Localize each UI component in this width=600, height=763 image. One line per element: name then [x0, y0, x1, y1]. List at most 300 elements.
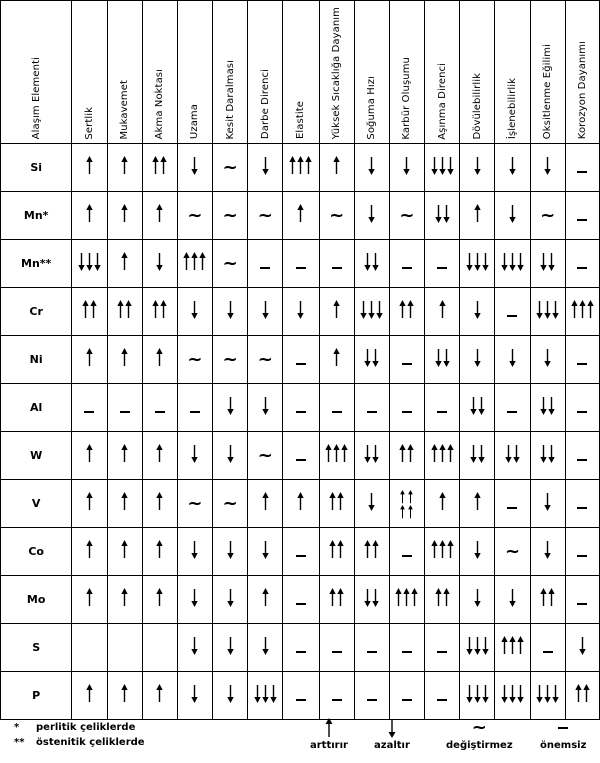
effect-cell	[425, 480, 460, 528]
arrow-up-icon	[399, 300, 406, 319]
arrow-down-icon	[544, 684, 551, 703]
dash-icon	[296, 267, 306, 269]
effect-cell	[354, 336, 389, 384]
effect-cell	[389, 288, 424, 336]
arrow-up-icon	[86, 492, 93, 511]
arrow-group-up-1	[297, 492, 304, 511]
effect-cell	[530, 528, 565, 576]
arrow-down-icon	[501, 252, 508, 271]
arrow-down-icon	[368, 492, 375, 511]
tilde-icon: ~	[257, 349, 273, 371]
arrow-up-icon	[579, 300, 586, 319]
effect-cell	[248, 480, 283, 528]
arrow-group-down-1	[227, 300, 234, 319]
arrow-down-icon	[517, 684, 524, 703]
effect-cell	[283, 192, 319, 240]
effect-cell	[283, 432, 319, 480]
effect-cell	[107, 432, 142, 480]
effect-cell	[460, 432, 495, 480]
table-row	[1, 480, 600, 528]
effect-cell	[530, 576, 565, 624]
arrow-up-icon	[540, 588, 547, 607]
arrow-group-up-1	[86, 588, 93, 607]
effect-cell	[425, 144, 460, 192]
arrow-group-up-3	[501, 636, 524, 655]
element-name: W	[1, 432, 72, 480]
effect-cell	[177, 624, 212, 672]
effect-cell	[565, 480, 599, 528]
arrow-up-icon	[431, 444, 438, 463]
column-header-label: İşlenebilirlik	[506, 78, 518, 140]
arrow-group-up-2	[329, 588, 344, 607]
dash-icon	[332, 651, 342, 653]
arrow-group-up-1	[86, 348, 93, 367]
legend-nochange	[446, 716, 513, 751]
effect-cell	[425, 576, 460, 624]
arrow-down-icon	[540, 444, 547, 463]
arrow-down-icon	[478, 396, 485, 415]
arrow-group-up-1	[156, 348, 163, 367]
element-name: Si	[1, 144, 72, 192]
arrow-up-icon	[160, 156, 167, 175]
arrow-up-icon	[121, 492, 128, 511]
arrow-group-down-2	[435, 348, 450, 367]
effect-cell	[177, 192, 212, 240]
arrow-group-down-2	[364, 444, 379, 463]
effect-cell	[248, 288, 283, 336]
effect-cell	[248, 528, 283, 576]
dash-icon	[296, 411, 306, 413]
arrow-up-icon	[571, 300, 578, 319]
arrow-group-up-1	[262, 588, 269, 607]
effect-cell	[565, 432, 599, 480]
dash-icon	[84, 411, 94, 413]
dash-icon	[577, 555, 587, 557]
arrow-up-icon	[86, 444, 93, 463]
arrow-group-down-1	[191, 684, 198, 703]
element-name: Co	[1, 528, 72, 576]
arrow-up-icon	[297, 204, 304, 223]
column-header	[177, 1, 212, 144]
arrow-up-icon	[160, 300, 167, 319]
arrow-group-down-1	[227, 396, 234, 415]
arrow-group-up-1	[121, 540, 128, 559]
arrow-up-icon	[439, 540, 446, 559]
arrow-up-icon	[305, 156, 312, 175]
effect-cell	[142, 576, 177, 624]
arrow-up-icon	[199, 252, 206, 271]
effect-cell	[354, 144, 389, 192]
dash-icon	[577, 219, 587, 221]
effect-cell	[389, 576, 424, 624]
dash-icon	[437, 267, 447, 269]
column-header-label: Yüksek Sıcaklığa Dayanım	[331, 7, 343, 140]
effect-cell	[565, 384, 599, 432]
arrow-down-icon	[509, 204, 516, 223]
legend-decrease-label: azaltır	[374, 740, 410, 751]
effect-cell	[389, 240, 424, 288]
arrow-group-down-2	[470, 396, 485, 415]
element-name: Ni	[1, 336, 72, 384]
arrow-up-icon	[439, 300, 446, 319]
arrow-up-icon	[156, 204, 163, 223]
dash-icon	[296, 651, 306, 653]
column-header-label: Korozyon Dayanımı	[576, 41, 588, 140]
column-header	[1, 1, 72, 144]
arrow-up-icon	[333, 300, 340, 319]
tilde-icon: ~	[187, 349, 203, 371]
footnote-text: östenitik çeliklerde	[36, 737, 145, 748]
arrow-up-icon	[183, 252, 190, 271]
dash-icon	[577, 603, 587, 605]
arrow-group-up-2	[399, 444, 414, 463]
arrow-group-down-3	[431, 156, 454, 175]
arrow-up-icon	[86, 684, 93, 703]
effect-cell	[425, 432, 460, 480]
arrow-down-icon	[262, 156, 269, 175]
arrow-group-up-1	[262, 492, 269, 511]
effect-cell	[142, 480, 177, 528]
effect-cell	[72, 528, 107, 576]
arrow-group-down-1	[509, 156, 516, 175]
effect-cell	[389, 624, 424, 672]
arrow-group-up-2	[399, 300, 414, 319]
arrow-up-icon	[86, 204, 93, 223]
tilde-icon: ~	[187, 205, 203, 227]
arrow-down-icon	[94, 252, 101, 271]
effect-cell	[354, 672, 389, 720]
arrow-down-icon	[372, 444, 379, 463]
effect-cell	[213, 432, 248, 480]
arrow-up-icon	[431, 540, 438, 559]
effect-cell	[142, 528, 177, 576]
arrow-group-down-3	[501, 684, 524, 703]
tilde-icon: ~	[540, 205, 556, 227]
arrow-up-icon	[333, 156, 340, 175]
effect-cell	[460, 528, 495, 576]
dash-icon	[507, 315, 517, 317]
dash-icon	[332, 699, 342, 701]
effect-cell	[213, 192, 248, 240]
arrow-group-down-1	[544, 348, 551, 367]
effect-cell	[213, 144, 248, 192]
arrow-up-icon	[191, 252, 198, 271]
dash-icon	[367, 699, 377, 701]
dash-icon	[296, 603, 306, 605]
arrow-group-down-1	[227, 540, 234, 559]
dash-icon	[577, 267, 587, 269]
table-row	[1, 288, 600, 336]
effect-cell	[142, 192, 177, 240]
table-row	[1, 192, 600, 240]
effect-cell	[565, 528, 599, 576]
arrow-group-down-1	[544, 540, 551, 559]
table-row	[1, 528, 600, 576]
legend-decrease	[374, 716, 410, 751]
arrow-down-icon	[191, 540, 198, 559]
arrow-down-icon	[548, 444, 555, 463]
arrow-up-icon	[435, 588, 442, 607]
effect-cell	[530, 240, 565, 288]
effect-cell	[530, 192, 565, 240]
arrow-group-down-1	[262, 540, 269, 559]
effect-cell	[565, 144, 599, 192]
column-header	[283, 1, 319, 144]
effect-cell	[495, 528, 530, 576]
arrow-group-down-1	[474, 540, 481, 559]
arrow-down-icon	[156, 252, 163, 271]
arrow-down-icon	[474, 684, 481, 703]
element-name: Mn*	[1, 192, 72, 240]
dash-icon	[296, 699, 306, 701]
effect-cell	[319, 576, 354, 624]
dash-icon	[190, 411, 200, 413]
arrow-up-icon	[156, 492, 163, 511]
effect-cell	[177, 384, 212, 432]
effect-cell	[177, 432, 212, 480]
effect-cell	[248, 576, 283, 624]
arrow-down-icon	[191, 300, 198, 319]
effect-cell	[389, 336, 424, 384]
arrow-group-up-1	[439, 300, 446, 319]
arrow-group-up-2	[540, 588, 555, 607]
effect-cell	[248, 384, 283, 432]
element-name: V	[1, 480, 72, 528]
effect-cell	[530, 384, 565, 432]
element-name: Mo	[1, 576, 72, 624]
effect-cell	[248, 144, 283, 192]
arrow-up-icon	[329, 588, 336, 607]
tilde-icon: ~	[257, 445, 273, 467]
column-header-label: Darbe Direnci	[259, 69, 271, 140]
arrow-group-down-1	[474, 156, 481, 175]
arrow-group-down-1	[544, 492, 551, 511]
arrow-up-icon	[411, 588, 418, 607]
footnote-text: perlitik çeliklerde	[36, 722, 136, 733]
effect-cell	[319, 192, 354, 240]
arrow-down-icon	[364, 252, 371, 271]
arrow-down-icon	[227, 396, 234, 415]
arrow-down-icon	[262, 540, 269, 559]
effect-cell	[283, 576, 319, 624]
effect-cell	[319, 384, 354, 432]
tilde-icon: ~	[222, 205, 238, 227]
arrow-up-icon	[86, 588, 93, 607]
arrow-group-up-1	[86, 156, 93, 175]
arrow-down-icon	[482, 684, 489, 703]
dash-icon	[507, 507, 517, 509]
arrow-group-up-2	[364, 540, 379, 559]
effect-cell	[565, 576, 599, 624]
arrow-group-down-3	[360, 300, 383, 319]
arrow-group-up-1	[121, 684, 128, 703]
arrow-group-down-1	[368, 492, 375, 511]
arrow-group-down-3	[466, 252, 489, 271]
effect-cell	[389, 144, 424, 192]
arrow-up-icon	[121, 540, 128, 559]
arrow-group-down-1	[368, 204, 375, 223]
arrow-down-icon	[540, 252, 547, 271]
arrow-group-up-1	[121, 156, 128, 175]
effect-cell	[319, 528, 354, 576]
arrow-down-icon	[466, 684, 473, 703]
arrow-group-up-1	[156, 684, 163, 703]
dash-icon	[402, 651, 412, 653]
column-header	[213, 1, 248, 144]
arrow-group-down-1	[544, 156, 551, 175]
arrow-down-icon	[372, 588, 379, 607]
arrow-group-up-1	[156, 492, 163, 511]
arrow-up-icon	[262, 588, 269, 607]
arrow-group-down-1	[191, 156, 198, 175]
arrow-up-icon	[399, 505, 406, 519]
dash-icon	[437, 411, 447, 413]
arrow-down-icon	[227, 636, 234, 655]
arrow-down-icon	[536, 300, 543, 319]
dash-icon	[296, 555, 306, 557]
dash-icon	[402, 363, 412, 365]
effect-cell	[565, 624, 599, 672]
legend-nochange-label: değiştirmez	[446, 740, 513, 751]
effect-cell	[319, 480, 354, 528]
effect-cell	[460, 336, 495, 384]
effect-cell	[460, 192, 495, 240]
arrow-up-icon	[156, 684, 163, 703]
effect-cell	[142, 240, 177, 288]
arrow-up-icon	[289, 156, 296, 175]
effect-cell	[425, 240, 460, 288]
arrow-group-down-1	[509, 348, 516, 367]
arrow-down-icon	[548, 396, 555, 415]
arrow-down-icon	[474, 300, 481, 319]
effect-cell	[389, 480, 424, 528]
arrow-group-up-1	[297, 204, 304, 223]
effect-cell	[319, 624, 354, 672]
arrow-up-icon	[439, 492, 446, 511]
arrow-group-up-1	[86, 444, 93, 463]
element-name: Al	[1, 384, 72, 432]
effect-cell	[389, 672, 424, 720]
effect-cell	[213, 528, 248, 576]
arrow-group-up-1	[121, 204, 128, 223]
effect-cell	[248, 672, 283, 720]
effect-cell	[530, 624, 565, 672]
column-header	[354, 1, 389, 144]
arrow-down-icon	[544, 348, 551, 367]
arrow-down-icon	[191, 588, 198, 607]
arrow-group-down-1	[227, 588, 234, 607]
tilde-icon: ~	[257, 205, 273, 227]
arrow-down-icon	[482, 252, 489, 271]
arrow-group-down-1	[262, 300, 269, 319]
column-header	[495, 1, 530, 144]
table-row	[1, 624, 600, 672]
arrow-group-up-3	[289, 156, 312, 175]
effect-cell	[319, 240, 354, 288]
arrow-up-icon	[587, 300, 594, 319]
arrow-down-icon	[552, 300, 559, 319]
effect-cell	[495, 384, 530, 432]
arrow-up-icon	[90, 300, 97, 319]
effect-cell	[460, 576, 495, 624]
effect-cell	[495, 480, 530, 528]
table-row	[1, 336, 600, 384]
arrow-down-icon	[364, 444, 371, 463]
arrow-up-icon	[297, 156, 304, 175]
table-row	[1, 432, 600, 480]
tilde-icon: ~	[504, 541, 521, 563]
dash-icon	[402, 267, 412, 269]
arrow-down-icon	[435, 348, 442, 367]
arrow-down-icon	[439, 156, 446, 175]
arrow-down-icon	[262, 300, 269, 319]
dash-icon	[507, 411, 517, 413]
arrow-group-up-1	[121, 588, 128, 607]
element-name: Cr	[1, 288, 72, 336]
element-name: Mn**	[1, 240, 72, 288]
effect-cell	[530, 288, 565, 336]
arrow-down-icon	[368, 156, 375, 175]
tilde-icon: ~	[399, 205, 415, 227]
dash-icon	[577, 507, 587, 509]
arrow-down-icon	[478, 444, 485, 463]
arrow-up-icon	[407, 444, 414, 463]
effect-cell	[248, 240, 283, 288]
footnote-mark: **	[14, 737, 25, 748]
dash-icon	[402, 555, 412, 557]
arrow-group-down-1	[403, 156, 410, 175]
effect-cell	[248, 192, 283, 240]
column-header-label: Alaşım Elementi	[30, 56, 42, 140]
arrow-group-up-3	[431, 444, 454, 463]
dash-icon	[296, 363, 306, 365]
dash-icon	[558, 716, 568, 740]
effect-cell	[283, 528, 319, 576]
arrow-group-up-3	[571, 300, 594, 319]
legend-unimportant	[540, 716, 586, 751]
arrow-group-down-1	[509, 204, 516, 223]
arrow-up-icon	[407, 490, 414, 504]
arrow-group-down-2	[540, 252, 555, 271]
arrow-up-icon	[583, 684, 590, 703]
effect-cell	[213, 672, 248, 720]
effect-cell	[72, 384, 107, 432]
effect-cell	[495, 240, 530, 288]
arrow-group-down-1	[297, 300, 304, 319]
arrow-down-icon	[191, 636, 198, 655]
arrow-up-icon	[447, 540, 454, 559]
dash-icon	[332, 267, 342, 269]
arrow-group-up-1	[121, 444, 128, 463]
effect-cell	[389, 432, 424, 480]
arrow-down-icon	[509, 588, 516, 607]
effect-cell	[389, 528, 424, 576]
effect-cell	[142, 384, 177, 432]
effect-cell	[177, 576, 212, 624]
effect-cell	[495, 672, 530, 720]
arrow-up-icon	[399, 444, 406, 463]
effect-cell	[142, 672, 177, 720]
arrow-down-icon	[388, 716, 396, 740]
effect-cell	[354, 240, 389, 288]
arrow-up-icon	[447, 444, 454, 463]
dash-icon	[155, 411, 165, 413]
arrow-down-icon	[509, 252, 516, 271]
arrow-down-icon	[262, 636, 269, 655]
effect-cell	[319, 432, 354, 480]
arrow-down-icon	[262, 684, 269, 703]
effect-cell	[107, 240, 142, 288]
